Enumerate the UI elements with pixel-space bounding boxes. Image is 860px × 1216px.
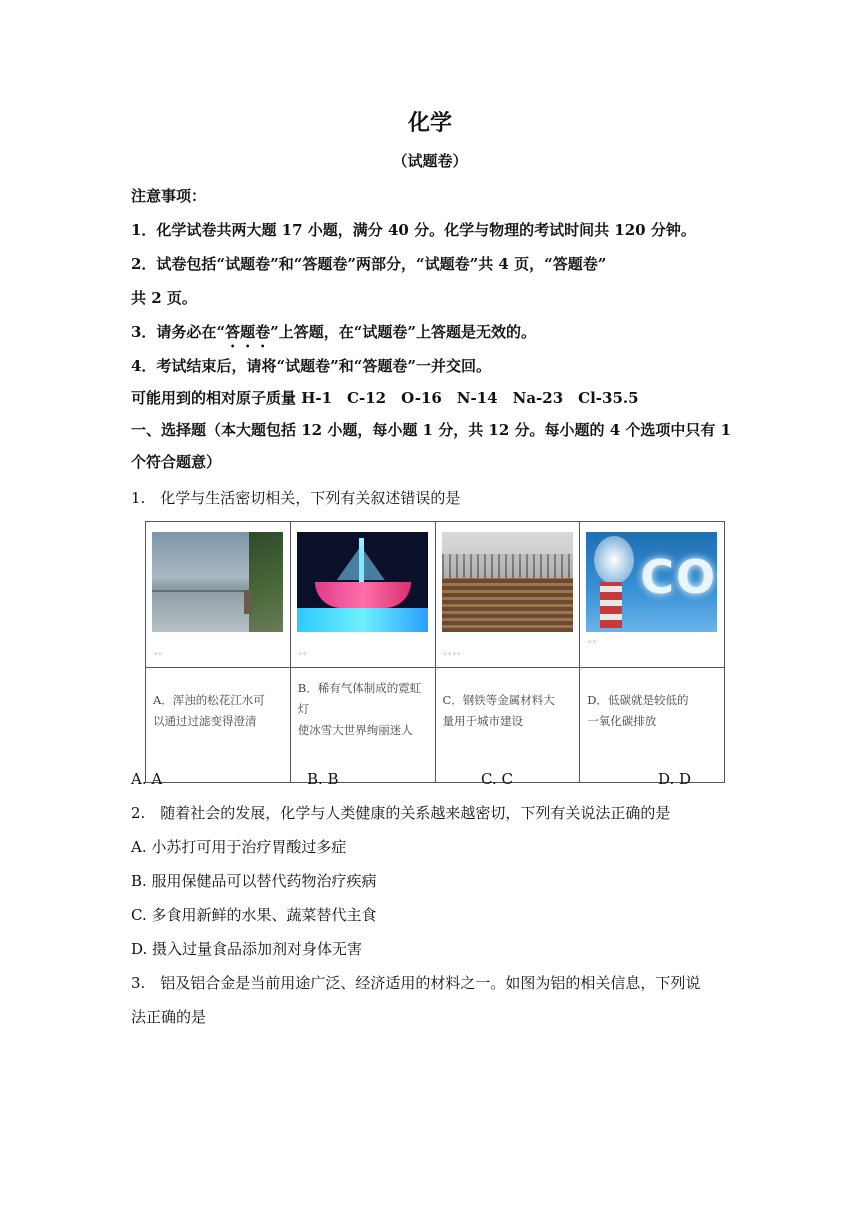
q2-option-b: B. 服用保健品可以替代药物治疗疾病 — [131, 872, 377, 890]
notice-item-1: 1．化学试卷共两大题 17 小题，满分 40 分。化学与物理的考试时间共 120 分钟。 — [131, 221, 696, 239]
option-b-line2: 灯 — [297, 702, 310, 716]
page-title: 化学 — [407, 110, 452, 136]
co-smoke-image — [586, 532, 717, 632]
option-a-line2: 以通过过滤变得澄清 — [153, 714, 257, 728]
option-b-line1: B．稀有气体制成的霓虹 — [297, 681, 422, 695]
river-image — [152, 532, 283, 632]
option-d-line1: D．低碳就是较低的 — [587, 693, 689, 707]
q1-option-a: A. A — [131, 770, 163, 788]
q1-option-c: C. C — [481, 770, 513, 788]
notice-item-2: 2．试卷包括“试题卷”和“答题卷”两部分，“试题卷”共 4 页，“答题卷” — [131, 255, 607, 273]
notice-item-3-b: ”上答题，在“试题卷”上答题是无效的。 — [270, 323, 536, 341]
q1-option-d: D. D — [658, 770, 692, 788]
option-cell-a — [146, 668, 291, 783]
notice-item-3 — [131, 322, 732, 351]
q1-option-b: B. B — [307, 770, 339, 788]
image-cell-c — [435, 522, 580, 668]
option-cell-c — [435, 668, 580, 783]
option-c-line2: 量用于城市建设 — [442, 714, 523, 728]
question-1-table — [145, 521, 725, 783]
atomic-mass-line: 可能用到的相对原子质量 H-1 C-12 O-16 N-14 Na-23 Cl-35.5 — [131, 389, 639, 407]
q2-option-c: C. 多食用新鲜的水果、蔬菜替代主食 — [131, 906, 377, 924]
image-dots-c: 。。。。 — [443, 647, 467, 657]
q2-option-a: A. 小苏打可用于治疗胃酸过多症 — [131, 838, 347, 856]
option-a-line1: A．浑浊的松花江水可 — [153, 693, 265, 707]
image-dots-d: 。。 — [588, 635, 602, 645]
steel-pipes-image — [442, 532, 573, 632]
option-b-line3: 使冰雪大世界绚丽迷人 — [297, 723, 413, 737]
question-2-stem: 2. 随着社会的发展，化学与人类健康的关系越来越密切，下列有关说法正确的是 — [131, 804, 671, 822]
ice-ship-image — [297, 532, 428, 632]
option-cell-d — [580, 668, 725, 783]
image-dots-a: 。。 — [154, 647, 168, 657]
section1-heading-cont: 个符合题意） — [131, 453, 222, 471]
q2-option-d: D. 摄入过量食品添加剂对身体无害 — [131, 940, 363, 958]
section1-heading: 一、选择题（本大题包括 12 小题，每小题 1 分，共 12 分。每小题的 4 个选项中只有 1 — [131, 421, 732, 439]
page-subtitle: （试题卷） — [392, 152, 468, 170]
option-c-line1: C．钢铁等金属材料大 — [442, 693, 555, 707]
notice-item-2-cont: 共 2 页。 — [131, 289, 197, 307]
option-d-line2: 一氧化碳排放 — [587, 714, 657, 728]
co-image-text: CO — [640, 550, 718, 604]
question-1-stem: 1. 化学与生活密切相关，下列有关叙述错误的是 — [131, 489, 461, 507]
image-cell-a — [146, 522, 291, 668]
notice-item-3-a: 3．请务必在“ — [131, 323, 226, 341]
option-cell-b — [290, 668, 435, 783]
question-3-stem: 3. 铝及铝合金是当前用途广泛、经济适用的材料之一。如图为铝的相关信息，下列说 — [131, 974, 701, 992]
image-cell-b — [290, 522, 435, 668]
image-dots-b: 。。 — [298, 647, 313, 657]
notice-item-4: 4．考试结束后，请将“试题卷”和“答题卷”一并交回。 — [131, 357, 491, 375]
image-cell-d — [580, 522, 725, 668]
question-3-stem-cont: 法正确的是 — [131, 1008, 207, 1026]
notice-item-3-emph: 答题卷 — [225, 323, 271, 341]
notice-heading: 注意事项： — [131, 187, 207, 205]
